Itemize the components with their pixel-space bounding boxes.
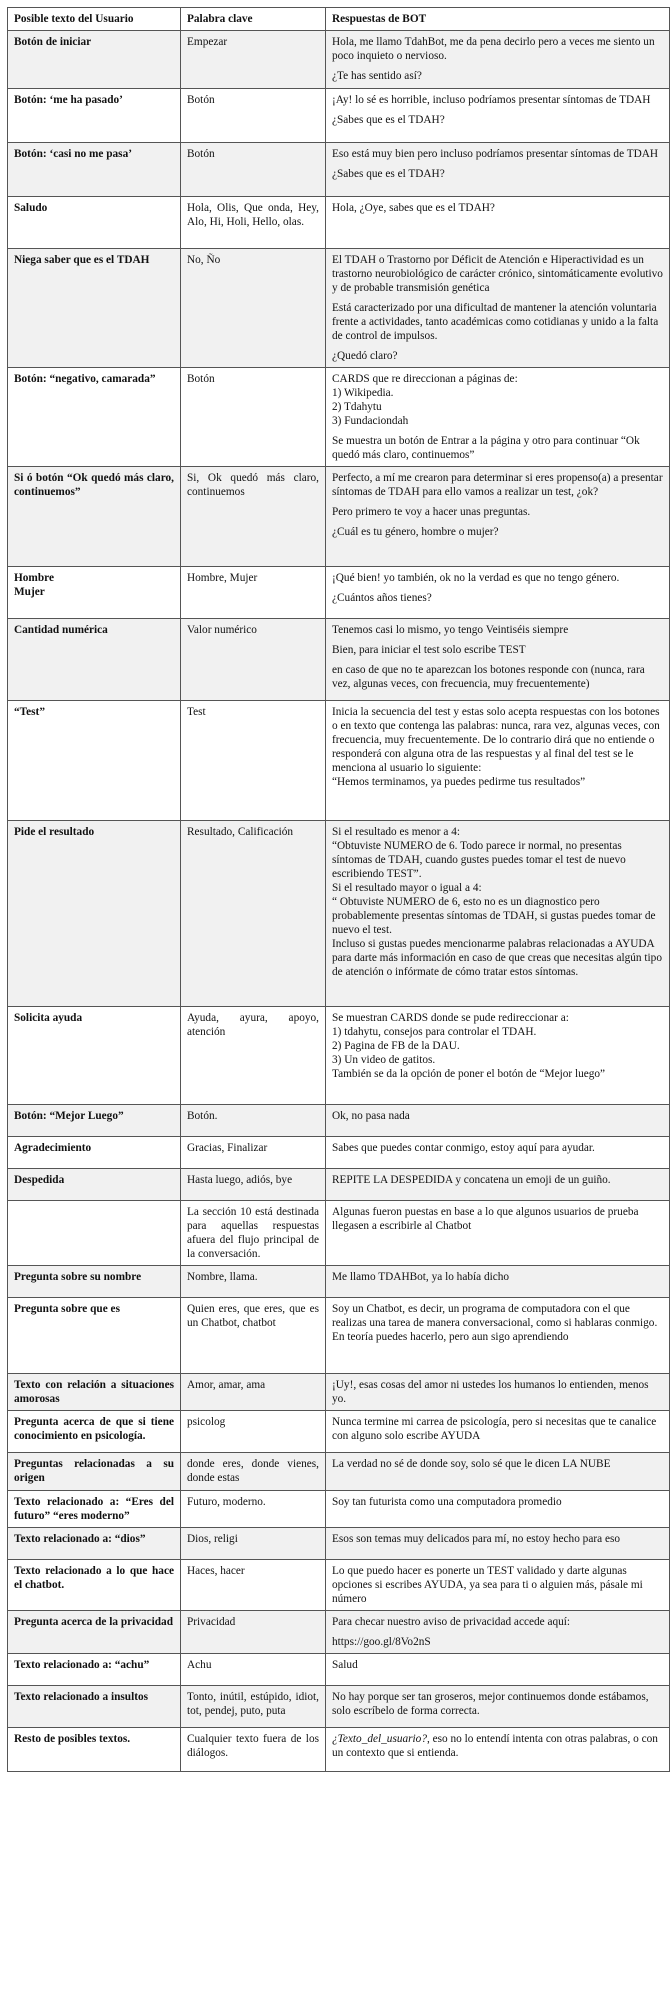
user-text-cell [8, 1169, 181, 1201]
keyword-text: Haces, hacer [187, 1565, 245, 1577]
keyword-cell [181, 821, 326, 1007]
user-text: Despedida [14, 1174, 65, 1186]
keyword-cell [181, 1201, 326, 1266]
header-bot-response: Respuestas de BOT [326, 8, 670, 31]
table-row [8, 619, 670, 701]
user-text-cell [8, 1137, 181, 1169]
bot-response-line: CARDS que re direccionan a páginas de: [332, 373, 518, 385]
bot-response-cell [326, 1169, 670, 1201]
bot-response-line: 3) Un video de gatitos. [332, 1054, 436, 1066]
user-text-cell [8, 1453, 181, 1491]
user-text: Texto con relación a situaciones amorosas [14, 1379, 174, 1405]
keyword-cell [181, 1611, 326, 1654]
user-text: Niega saber que es el TDAH [14, 254, 150, 266]
user-text: Texto relacionado a: “Eres del futuro” “eres moderno” [14, 1496, 174, 1522]
bot-response-line: “Hemos terminamos, ya puedes pedirme tus resultados” [332, 776, 586, 788]
bot-response-line: ¿Cuál es tu género, hombre o mujer? [332, 526, 499, 538]
bot-response-line: Me llamo TDAHBot, ya lo había dicho [332, 1271, 510, 1283]
bot-response-line: Se muestra un botón de Entrar a la página y otro para continuar “Ok quedó más claro, continuemos” [332, 435, 640, 461]
bot-response-line: ¿Cuántos años tienes? [332, 592, 432, 604]
user-text-cell [8, 1374, 181, 1411]
bot-response-cell [326, 1686, 670, 1728]
user-text: Texto relacionado a: “dios” [14, 1533, 146, 1545]
keyword-cell [181, 1528, 326, 1560]
bot-response-cell [326, 1560, 670, 1611]
user-text-cell [8, 1007, 181, 1105]
table-row [8, 31, 670, 89]
bot-response-line: 1) Wikipedia. [332, 387, 394, 399]
table-row [8, 567, 670, 619]
user-text-cell [8, 467, 181, 567]
keyword-cell [181, 197, 326, 249]
keyword-cell [181, 31, 326, 89]
bot-response-cell [326, 197, 670, 249]
user-text: Texto relacionado a: “achu” [14, 1659, 150, 1671]
user-text-cell [8, 701, 181, 821]
keyword-text: Botón. [187, 1110, 218, 1122]
bot-response-cell [326, 567, 670, 619]
bot-response-cell [326, 701, 670, 821]
bot-response-cell [326, 1298, 670, 1374]
keyword-text: donde eres, donde vienes, donde estas [187, 1458, 319, 1484]
user-text-cell [8, 1654, 181, 1686]
keyword-text: Resultado, Calificación [187, 826, 294, 838]
user-text-cell [8, 1611, 181, 1654]
user-text-cell [8, 1560, 181, 1611]
bot-response-line: ¿Sabes que es el TDAH? [332, 114, 445, 126]
bot-response-cell [326, 1453, 670, 1491]
user-text-cell [8, 1201, 181, 1266]
table-row [8, 1453, 670, 1491]
keyword-text: Cualquier texto fuera de los diálogos. [187, 1733, 319, 1759]
user-text-cell [8, 249, 181, 368]
table-row [8, 1374, 670, 1411]
keyword-cell [181, 1374, 326, 1411]
keyword-cell [181, 1169, 326, 1201]
bot-response-line: No hay porque ser tan groseros, mejor continuemos donde estábamos, solo escríbelo de forma correcta. [332, 1691, 649, 1717]
keyword-text: Hola, Olis, Que onda, Hey, Alo, Hi, Holi, Hello, olas. [187, 202, 319, 228]
bot-response-line: Pero primero te voy a hacer unas preguntas. [332, 506, 531, 518]
user-text: Mujer [14, 586, 45, 598]
user-text-cell [8, 1266, 181, 1298]
keyword-cell [181, 1266, 326, 1298]
dialog-table [7, 7, 670, 1772]
keyword-cell [181, 1411, 326, 1453]
user-text: Pregunta acerca de que si tiene conocimiento en psicología. [14, 1416, 174, 1442]
bot-response-cell [326, 1611, 670, 1654]
table-row [8, 1411, 670, 1453]
table-row [8, 1266, 670, 1298]
bot-response-line: ¿Texto_del_usuario?, eso no lo entendí intenta con otras palabras, o con un contexto que si entienda. [332, 1733, 658, 1759]
header-user-text: Posible texto del Usuario [8, 8, 181, 31]
keyword-text: psicolog [187, 1416, 226, 1428]
keyword-cell [181, 1560, 326, 1611]
user-text: Texto relacionado a lo que hace el chatbot. [14, 1565, 174, 1591]
bot-response-cell [326, 467, 670, 567]
user-text: Cantidad numérica [14, 624, 108, 636]
keyword-text: Botón [187, 373, 215, 385]
keyword-cell [181, 1007, 326, 1105]
bot-response-line: ¡Qué bien! yo también, ok no la verdad es que no tengo género. [332, 572, 620, 584]
keyword-text: Test [187, 706, 206, 718]
bot-response-cell [326, 1201, 670, 1266]
table-row [8, 89, 670, 143]
table-row [8, 1007, 670, 1105]
table-row [8, 1105, 670, 1137]
bot-response-line: Si el resultado mayor o igual a 4: [332, 882, 482, 894]
user-text-cell [8, 1105, 181, 1137]
table-row [8, 467, 670, 567]
table-row [8, 1528, 670, 1560]
keyword-cell [181, 89, 326, 143]
keyword-text: Futuro, moderno. [187, 1496, 266, 1508]
bot-response-line: ¿Sabes que es el TDAH? [332, 168, 445, 180]
table-row [8, 821, 670, 1007]
keyword-cell [181, 619, 326, 701]
keyword-cell [181, 249, 326, 368]
keyword-cell [181, 368, 326, 467]
table-row [8, 1686, 670, 1728]
bot-response-line: También se da la opción de poner el botón de “Mejor luego” [332, 1068, 606, 1080]
keyword-text: Hasta luego, adiós, bye [187, 1174, 293, 1186]
user-text: “Test” [14, 706, 45, 718]
keyword-text: Achu [187, 1659, 212, 1671]
user-text-cell [8, 619, 181, 701]
bot-response-cell [326, 1728, 670, 1772]
user-text: Texto relacionado a insultos [14, 1691, 149, 1703]
bot-response-line: Inicia la secuencia del test y estas solo acepta respuestas con los botones o en texto que contenga las palabras: nunca, rara vez, algunas veces, con frecuencia, muy frecuentemente. De lo contrario dirá que no entiende o responderá con alguna otra de las respuestas y al final del test se le menciona al usuario lo siguiente: [332, 706, 660, 774]
keyword-text: Dios, religi [187, 1533, 238, 1545]
bot-response-cell [326, 1137, 670, 1169]
table-row [8, 1298, 670, 1374]
bot-response-line: Salud [332, 1659, 358, 1671]
keyword-text: Valor numérico [187, 624, 257, 636]
user-text: Pregunta acerca de la privacidad [14, 1616, 173, 1628]
user-text: Botón: ‘casi no me pasa’ [14, 148, 132, 160]
keyword-cell [181, 1728, 326, 1772]
bot-response-cell [326, 1654, 670, 1686]
bot-response-cell [326, 1528, 670, 1560]
user-text: Botón: “negativo, camarada” [14, 373, 156, 385]
keyword-text: La sección 10 está destinada para aquellas respuestas afuera del flujo principal de la conversación. [187, 1206, 319, 1260]
user-text: Pide el resultado [14, 826, 95, 838]
bot-response-cell [326, 89, 670, 143]
bot-response-line: Ok, no pasa nada [332, 1110, 410, 1122]
user-text: Si ó botón “Ok quedó más claro, continuemos” [14, 472, 174, 498]
bot-response-line: Bien, para iniciar el test solo escribe TEST [332, 644, 526, 656]
bot-response-line: ¿Quedó claro? [332, 350, 398, 362]
keyword-cell [181, 1491, 326, 1528]
bot-response-line: 1) tdahytu, consejos para controlar el TDAH. [332, 1026, 537, 1038]
bot-response-line: Para checar nuestro aviso de privacidad accede aquí: [332, 1616, 571, 1628]
keyword-cell [181, 1686, 326, 1728]
bot-response-line: Está caracterizado por una dificultad de mantener la atención voluntaria frente a actividades, tanto académicas como cotidianas y unido a la falta de control de impulsos. [332, 302, 659, 342]
bot-response-line: REPITE LA DESPEDIDA y concatena un emoji de un guiño. [332, 1174, 611, 1186]
bot-response-cell [326, 31, 670, 89]
keyword-text: Ayuda, ayura, apoyo, atención [187, 1012, 319, 1038]
bot-response-line: El TDAH o Trastorno por Déficit de Atención e Hiperactividad es un trastorno neurobiológico de carácter crónico, sintomáticamente evolutivo y de probable transmisión genética [332, 254, 663, 294]
table-body [8, 31, 670, 1772]
bot-response-cell [326, 1491, 670, 1528]
bot-response-line: Algunas fueron puestas en base a lo que algunos usuarios de prueba llegasen a escribirle al Chatbot [332, 1206, 639, 1232]
keyword-cell [181, 567, 326, 619]
bot-response-line: Lo que puedo hacer es ponerte un TEST validado y darte algunas opciones si escribes AYUDA, ya sea para ti o alguien más, pásale mi número [332, 1565, 643, 1605]
bot-response-line: Incluso si gustas puedes mencionarme palabras relacionadas a AYUDA para darte más información en caso de que creas que necesitas algún tipo de atención o infórmate de cómo tratar estos síntomas. [332, 938, 662, 978]
user-text: Pregunta sobre que es [14, 1303, 120, 1315]
keyword-text: Empezar [187, 36, 228, 48]
user-text-cell [8, 31, 181, 89]
bot-response-line: “Obtuviste NUMERO de 6. Todo parece ir normal, no presentas síntomas de TDAH, cuando gustes puedes tomar el test de nuevo escribiendo TEST”. [332, 840, 626, 880]
keyword-text: Hombre, Mujer [187, 572, 258, 584]
keyword-text: Quien eres, que eres, que es un Chatbot, chatbot [187, 1303, 319, 1329]
bot-response-line: Hola, me llamo TdahBot, me da pena decirlo pero a veces me siento un poco inquieto o nervioso. [332, 36, 655, 62]
keyword-text: Botón [187, 94, 215, 106]
user-text-cell [8, 821, 181, 1007]
table-row [8, 249, 670, 368]
user-text: Botón: ‘me ha pasado’ [14, 94, 123, 106]
table-row [8, 1491, 670, 1528]
keyword-cell [181, 1298, 326, 1374]
keyword-cell [181, 143, 326, 197]
user-text-cell [8, 1298, 181, 1374]
user-text: Solicita ayuda [14, 1012, 83, 1024]
user-text-cell [8, 89, 181, 143]
bot-response-cell [326, 1007, 670, 1105]
keyword-cell [181, 1453, 326, 1491]
bot-response-cell [326, 1266, 670, 1298]
keyword-text: Privacidad [187, 1616, 236, 1628]
bot-response-cell [326, 619, 670, 701]
user-text: Saludo [14, 202, 48, 214]
bot-response-line: Soy un Chatbot, es decir, un programa de computadora con el que realizas una tarea de manera conversacional, como si hablaras conmigo. En teoría puedes hacerlo, pero aun sigo aprendiendo [332, 1303, 658, 1343]
table-header-row [8, 8, 670, 31]
table-row [8, 1137, 670, 1169]
bot-response-line: ¡Uy!, esas cosas del amor ni ustedes los humanos lo entienden, menos yo. [332, 1379, 649, 1405]
user-text: Resto de posibles textos. [14, 1733, 131, 1745]
user-text-cell [8, 1411, 181, 1453]
user-text-cell [8, 567, 181, 619]
keyword-cell [181, 701, 326, 821]
keyword-text: No, Ño [187, 254, 221, 266]
table-row [8, 1728, 670, 1772]
user-text-cell [8, 197, 181, 249]
user-text-cell [8, 1491, 181, 1528]
user-text-cell [8, 368, 181, 467]
bot-response-cell [326, 249, 670, 368]
keyword-text: Nombre, llama. [187, 1271, 258, 1283]
bot-response-line: Tenemos casi lo mismo, yo tengo Veintiséis siempre [332, 624, 569, 636]
keyword-cell [181, 467, 326, 567]
bot-response-line: Eso está muy bien pero incluso podríamos presentar síntomas de TDAH [332, 148, 659, 160]
user-text-cell [8, 1686, 181, 1728]
bot-response-line: Sabes que puedes contar conmigo, estoy aquí para ayudar. [332, 1142, 595, 1154]
bot-response-line: “ Obtuviste NUMERO de 6, esto no es un diagnostico pero probablemente presentas síntomas de TDAH, si gustas puedes tomar de nuevo el test. [332, 896, 656, 936]
table-row [8, 701, 670, 821]
bot-response-line: ¡Ay! lo sé es horrible, incluso podríamos presentar síntomas de TDAH [332, 94, 651, 106]
keyword-text: Gracias, Finalizar [187, 1142, 268, 1154]
table-row [8, 1201, 670, 1266]
bot-response-line: Nunca termine mi carrea de psicología, pero si necesitas que te canalice con alguno solo escribe AYUDA [332, 1416, 657, 1442]
keyword-text: Botón [187, 148, 215, 160]
user-text-cell [8, 143, 181, 197]
keyword-text: Si, Ok quedó más claro, continuemos [187, 472, 319, 498]
bot-response-line: https://goo.gl/8Vo2nS [332, 1636, 431, 1648]
bot-response-cell [326, 143, 670, 197]
bot-response-line: 2) Tdahytu [332, 401, 382, 413]
bot-response-line: Soy tan futurista como una computadora promedio [332, 1496, 562, 1508]
bot-response-line: Si el resultado es menor a 4: [332, 826, 461, 838]
bot-response-line: Esos son temas muy delicados para mí, no estoy hecho para eso [332, 1533, 620, 1545]
bot-response-cell [326, 1411, 670, 1453]
keyword-text: Tonto, inútil, estúpido, idiot, tot, pendej, puto, puta [187, 1691, 319, 1717]
bot-response-cell [326, 368, 670, 467]
table-row [8, 1560, 670, 1611]
user-text: Hombre [14, 572, 54, 584]
bot-response-line: en caso de que no te aparezcan los botones responde con (nunca, rara vez, algunas veces, con frecuencia, muy frecuentemente) [332, 664, 645, 690]
bot-response-line: Perfecto, a mí me crearon para determinar si eres propenso(a) a presentar síntomas de TDAH para ello vamos a realizar un test, ¿ok? [332, 472, 663, 498]
table-row [8, 1169, 670, 1201]
header-keyword: Palabra clave [181, 8, 326, 31]
bot-response-cell [326, 821, 670, 1007]
user-text: Botón: “Mejor Luego” [14, 1110, 124, 1122]
user-text: Pregunta sobre su nombre [14, 1271, 142, 1283]
table-row [8, 1611, 670, 1654]
table-row [8, 143, 670, 197]
user-text: Preguntas relacionadas a su origen [14, 1458, 174, 1484]
table-row [8, 1654, 670, 1686]
bot-response-cell [326, 1374, 670, 1411]
keyword-text: Amor, amar, ama [187, 1379, 266, 1391]
table-row [8, 368, 670, 467]
user-text: Agradecimiento [14, 1142, 92, 1154]
user-text-cell [8, 1728, 181, 1772]
bot-response-line: 3) Fundaciondah [332, 415, 409, 427]
table-row [8, 197, 670, 249]
bot-response-line: Se muestran CARDS donde se pude redireccionar a: [332, 1012, 569, 1024]
user-text: Botón de iniciar [14, 36, 92, 48]
keyword-cell [181, 1137, 326, 1169]
keyword-cell [181, 1654, 326, 1686]
bot-response-cell [326, 1105, 670, 1137]
bot-response-line: ¿Te has sentido así? [332, 70, 422, 82]
bot-response-line: La verdad no sé de donde soy, solo sé que le dicen LA NUBE [332, 1458, 611, 1470]
bot-response-line: 2) Pagina de FB de la DAU. [332, 1040, 460, 1052]
keyword-cell [181, 1105, 326, 1137]
user-text-cell [8, 1528, 181, 1560]
bot-response-line: Hola, ¿Oye, sabes que es el TDAH? [332, 202, 495, 214]
